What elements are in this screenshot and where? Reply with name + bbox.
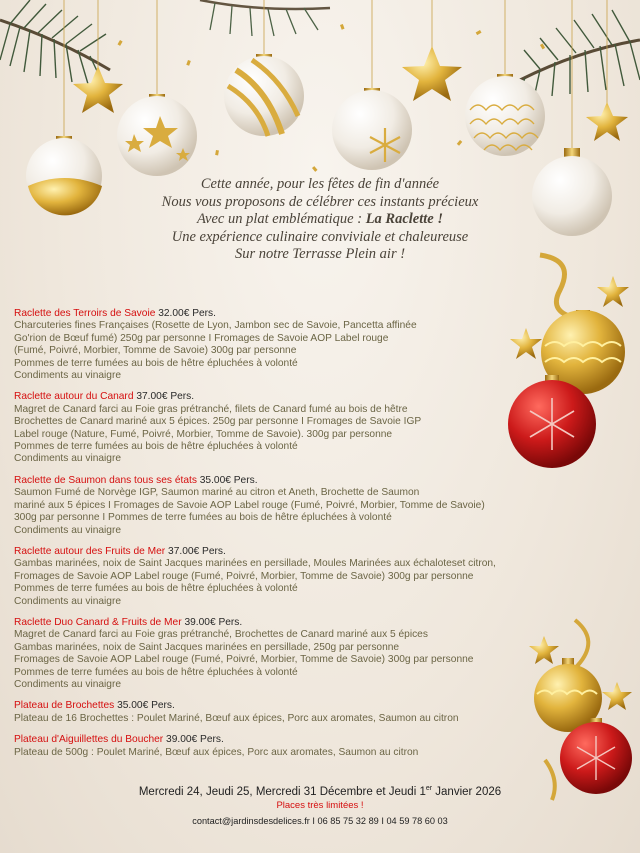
- menu-item: [14, 617, 544, 691]
- menu-list: [14, 308, 544, 768]
- menu-item-name: Plateau d'Aiguillettes du Boucher: [14, 734, 164, 746]
- intro-line-3: [0, 211, 640, 229]
- menu-item: [14, 475, 544, 537]
- menu-item-description-line: mariné aux 5 épices I Fromages de Savoie AOP Label rouge (Fumé, Poivré, Morbier, Tomme de Savoie): [14, 499, 485, 511]
- menu-item-description-line: Pommes de terre fumées au bois de hêtre épluchées à volonté: [14, 666, 298, 678]
- menu-item-price: 35.00€ Pers.: [199, 474, 258, 486]
- gold-ribbon-1: [540, 255, 576, 318]
- intro-text: [0, 176, 640, 264]
- menu-item-description-line: Charcuteries fines Françaises (Rosette de Lyon, Jambon sec de Savoie, Pancetta affinée: [14, 320, 417, 332]
- menu-item-header: [14, 617, 544, 629]
- menu-item-name: Raclette Duo Canard & Fruits de Mer: [14, 616, 182, 628]
- pine-branch-left: [0, 0, 110, 86]
- event-dates-end: Janvier 2026: [432, 785, 502, 798]
- menu-item-header: [14, 700, 544, 712]
- menu-item-price: 35.00€ Pers.: [117, 700, 175, 712]
- menu-item: [14, 700, 544, 725]
- intro-line-4: Une expérience culinaire conviviale et chaleureuse: [171, 228, 469, 245]
- gold-star-3: [586, 102, 628, 141]
- gold-scale-bauble: [465, 74, 545, 156]
- gold-star-1: [73, 66, 123, 113]
- intro-line-1: Cette année, pour les fêtes de fin d'année: [200, 176, 440, 192]
- limited-seats: Places très limitées !: [276, 799, 364, 811]
- intro-line-3-text: Avec un plat emblématique :: [196, 211, 366, 227]
- menu-item-description-line: Condiments au vinaigre: [14, 453, 122, 465]
- menu-item-description-line: Saumon Fumé de Norvège IGP, Saumon mariné au citron et Aneth, Brochette de Saumon: [14, 487, 420, 499]
- menu-item-description-line: Condiments au vinaigre: [14, 370, 122, 382]
- intro-line-2: Nous vous proposons de célébrer ces instants précieux: [161, 193, 479, 210]
- menu-item-name: Raclette autour des Fruits de Mer: [14, 545, 166, 557]
- intro-line-5: Sur notre Terrasse Plein air !: [234, 246, 406, 262]
- menu-item-description-line: Fromages de Savoie AOP Label rouge (Fumé, Poivré, Morbier, Tomme de Savoie) 300g par personne: [14, 654, 474, 666]
- menu-item-header: [14, 475, 544, 487]
- menu-item-price: 32.00€ Pers.: [158, 308, 216, 319]
- menu-item-description-line: Go'rion de Bœuf fumé) 250g par personne I Fromages de Savoie AOP Label rouge: [14, 332, 389, 344]
- menu-item-name: Raclette autour du Canard: [14, 391, 134, 403]
- menu-item-description-line: Plateau de 16 Brochettes : Poulet Mariné, Bœuf aux épices, Porc aux aromates, Saumon au citron: [14, 712, 459, 724]
- menu-item-description-line: Pommes de terre fumées au bois de hêtre épluchées à volonté: [14, 441, 298, 453]
- menu-item-name: Plateau de Brochettes: [14, 700, 115, 712]
- menu-item-description-line: 300g par personne I Pommes de terre fumées au bois de hêtre épluchées à volonté: [14, 512, 392, 524]
- event-dates-sup: er: [425, 785, 433, 792]
- menu-item-header: [14, 308, 544, 320]
- menu-item-price: 37.00€ Pers.: [168, 545, 226, 557]
- menu-item-description-line: (Fumé, Poivré, Morbier, Tomme de Savoie) 300g par personne: [14, 345, 297, 357]
- menu-item-description-line: Brochettes de Canard mariné aux 5 épices. 250g par personne I Fromages de Savoie IGP: [14, 416, 422, 428]
- menu-item-description-line: Magret de Canard farci au Foie gras prétranché, filets de Canard fumé au bois de hêtre: [14, 403, 408, 415]
- menu-item-description-line: Magret de Canard farci au Foie gras prétranché, Brochettes de Canard mariné aux 5 épices: [14, 629, 428, 641]
- menu-item-description-line: Condiments au vinaigre: [14, 595, 122, 607]
- intro-highlight: La Raclette !: [365, 211, 444, 227]
- menu-item-price: 37.00€ Pers.: [136, 391, 195, 403]
- gold-star-small-1: [597, 276, 629, 307]
- menu-item: [14, 734, 544, 759]
- menu-item-description-line: Condiments au vinaigre: [14, 678, 122, 690]
- pine-branch-right: [516, 10, 640, 100]
- gold-star-2: [402, 46, 462, 101]
- menu-item-description-line: Plateau de 500g : Poulet Mariné, Bœuf aux épices, Porc aux aromates, Saumon au citron: [14, 746, 419, 758]
- menu-item-description-line: Condiments au vinaigre: [14, 524, 122, 536]
- menu-item: [14, 391, 544, 465]
- menu-item-header: [14, 391, 544, 403]
- white-gold-bauble-2: [117, 94, 197, 176]
- gold-star-small-4: [602, 682, 632, 710]
- menu-item-description-line: Pommes de terre fumées au bois de hêtre épluchées à volonté: [14, 583, 298, 595]
- event-dates: [0, 782, 640, 799]
- pine-branch-center: [200, 0, 330, 36]
- menu-item-price: 39.00€ Pers.: [184, 616, 243, 628]
- menu-item-description-line: Label rouge (Nature, Fumé, Poivré, Morbier, Tomme de Savoie). 300g par personne: [14, 428, 393, 440]
- footer: [0, 782, 640, 828]
- menu-item-description-line: Pommes de terre fumées au bois de hêtre épluchées à volonté: [14, 357, 298, 369]
- contact-info[interactable]: contact@jardinsdesdelices.fr I 06 85 75 32 89 I 04 59 78 60 03: [192, 815, 448, 826]
- menu-item-name: Raclette de Saumon dans tous ses états: [14, 474, 197, 486]
- snowflake-bauble: [332, 88, 412, 170]
- menu-item-header: [14, 546, 544, 558]
- menu-item: [14, 546, 544, 608]
- menu-item-name: Raclette des Terroirs de Savoie: [14, 308, 156, 319]
- menu-item-description-line: Fromages de Savoie AOP Label rouge (Fumé, Poivré, Morbier, Tomme de Savoie) 300g par personne: [14, 570, 474, 582]
- menu-item-description-line: Gambas marinées, noix de Saint Jacques marinées en persillade, Moules Marinées aux échaloteset citron,: [14, 558, 496, 570]
- gold-stripe-bauble: [224, 54, 304, 136]
- menu-item-description-line: Gambas marinées, noix de Saint Jacques marinées en persillade, 250g par personne: [14, 641, 400, 653]
- menu-item: [14, 308, 544, 382]
- menu-item-price: 39.00€ Pers.: [166, 734, 224, 746]
- event-dates-main: Mercredi 24, Jeudi 25, Mercredi 31 Décembre et Jeudi 1: [138, 785, 426, 798]
- menu-item-header: [14, 734, 544, 746]
